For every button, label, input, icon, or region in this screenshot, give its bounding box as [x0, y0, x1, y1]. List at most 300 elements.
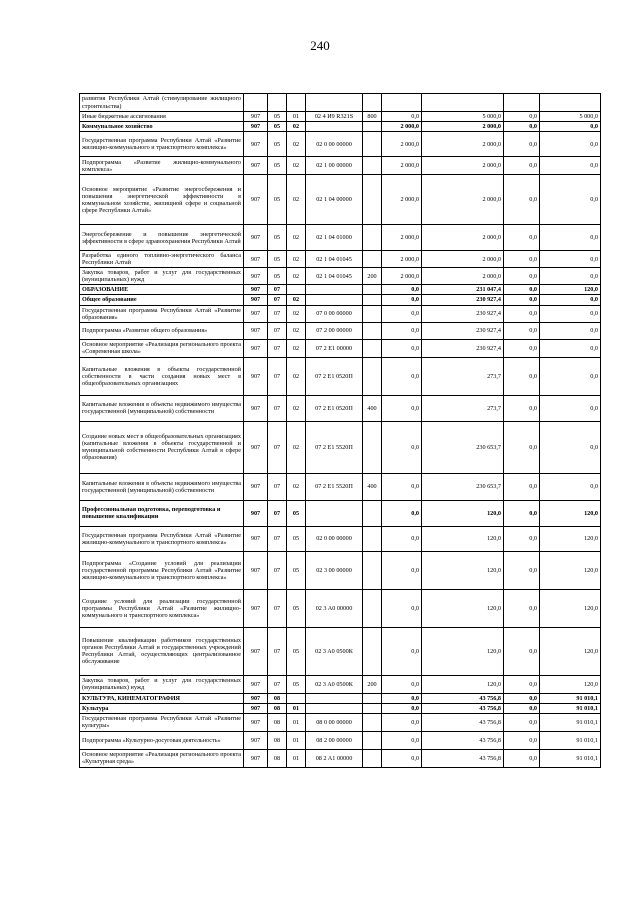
target-article-code	[306, 500, 363, 526]
amount-col-4: 91 010,1	[540, 693, 601, 703]
subsection-code: 05	[287, 500, 306, 526]
section-code	[268, 94, 287, 112]
ministry-code: 907	[244, 132, 268, 157]
ministry-code: 907	[244, 473, 268, 500]
amount-col-1: 2 000,0	[382, 122, 422, 132]
table-row	[80, 285, 601, 295]
ministry-code: 907	[244, 357, 268, 395]
item-name: развития Республики Алтай (стимулирование жилищного строительства)	[80, 94, 244, 112]
amount-col-3: 0,0	[504, 175, 540, 225]
subsection-code: 05	[287, 551, 306, 589]
amount-col-2: 120,0	[422, 675, 504, 693]
amount-col-4: 120,0	[540, 285, 601, 295]
amount-col-3	[504, 94, 540, 112]
target-article-code: 02 3 A0 00000	[306, 589, 363, 627]
amount-col-2: 43 756,8	[422, 713, 504, 731]
amount-col-2: 2 000,0	[422, 225, 504, 251]
section-code: 07	[268, 473, 287, 500]
item-name: Разработка единого топливно-энергетического баланса Республики Алтай	[80, 251, 244, 268]
amount-col-1	[382, 94, 422, 112]
target-article-code: 08 2 A1 00000	[306, 749, 363, 767]
table-row	[80, 322, 601, 339]
target-article-code: 02 0 00 00000	[306, 526, 363, 551]
section-code: 05	[268, 268, 287, 285]
target-article-code: 02 1 04 01045	[306, 251, 363, 268]
subsection-code: 01	[287, 713, 306, 731]
item-name: Создание условий для реализации государственной программы Республики Алтай «Развитие жилищно-коммунального и транспортного комплекса»	[80, 589, 244, 627]
item-name: Общее образование	[80, 295, 244, 305]
target-article-code: 02 3 A0 0500К	[306, 675, 363, 693]
amount-col-4: 0,0	[540, 473, 601, 500]
table-row	[80, 526, 601, 551]
table-row	[80, 339, 601, 357]
expense-type-code	[363, 175, 382, 225]
amount-col-2: 2 000,0	[422, 157, 504, 175]
section-code: 07	[268, 395, 287, 421]
expense-type-code: 400	[363, 473, 382, 500]
section-code: 08	[268, 693, 287, 703]
table-row	[80, 675, 601, 693]
section-code: 07	[268, 357, 287, 395]
amount-col-3: 0,0	[504, 322, 540, 339]
amount-col-1: 0,0	[382, 703, 422, 713]
ministry-code: 907	[244, 589, 268, 627]
amount-col-1: 2 000,0	[382, 225, 422, 251]
amount-col-4: 120,0	[540, 627, 601, 675]
amount-col-3: 0,0	[504, 132, 540, 157]
section-code: 07	[268, 295, 287, 305]
amount-col-2	[422, 94, 504, 112]
amount-col-3: 0,0	[504, 395, 540, 421]
amount-col-4: 120,0	[540, 551, 601, 589]
amount-col-1: 0,0	[382, 693, 422, 703]
amount-col-1: 2 000,0	[382, 175, 422, 225]
item-name: КУЛЬТУРА, КИНЕМАТОГРАФИЯ	[80, 693, 244, 703]
amount-col-3: 0,0	[504, 357, 540, 395]
amount-col-2: 120,0	[422, 551, 504, 589]
item-name: ОБРАЗОВАНИЕ	[80, 285, 244, 295]
ministry-code: 907	[244, 421, 268, 473]
target-article-code	[306, 693, 363, 703]
amount-col-1: 0,0	[382, 322, 422, 339]
item-name: Государственная программа Республики Алтай «Развитие образования»	[80, 305, 244, 322]
ministry-code	[244, 94, 268, 112]
ministry-code: 907	[244, 675, 268, 693]
amount-col-3: 0,0	[504, 268, 540, 285]
amount-col-3: 0,0	[504, 295, 540, 305]
amount-col-1: 0,0	[382, 749, 422, 767]
item-name: Профессиональная подготовка, переподготовка и повышение квалификации	[80, 500, 244, 526]
subsection-code: 05	[287, 627, 306, 675]
subsection-code: 02	[287, 295, 306, 305]
amount-col-3: 0,0	[504, 339, 540, 357]
amount-col-4: 91 010,1	[540, 731, 601, 749]
amount-col-2: 2 000,0	[422, 268, 504, 285]
subsection-code: 01	[287, 703, 306, 713]
amount-col-2: 273,7	[422, 395, 504, 421]
table-row	[80, 731, 601, 749]
section-code: 07	[268, 526, 287, 551]
amount-col-2: 230 653,7	[422, 473, 504, 500]
target-article-code: 08 0 00 00000	[306, 713, 363, 731]
section-code: 07	[268, 421, 287, 473]
expense-type-code	[363, 94, 382, 112]
subsection-code: 02	[287, 357, 306, 395]
amount-col-2: 230 927,4	[422, 339, 504, 357]
amount-col-1: 0,0	[382, 675, 422, 693]
ministry-code: 907	[244, 322, 268, 339]
target-article-code: 07 2 00 00000	[306, 322, 363, 339]
table-row	[80, 551, 601, 589]
ministry-code: 907	[244, 339, 268, 357]
target-article-code: 02 4 И9 R321S	[306, 112, 363, 122]
section-code: 05	[268, 112, 287, 122]
item-name: Коммунальное хозяйство	[80, 122, 244, 132]
table-row	[80, 589, 601, 627]
expense-type-code	[363, 285, 382, 295]
amount-col-1: 2 000,0	[382, 251, 422, 268]
expense-type-code	[363, 693, 382, 703]
amount-col-4: 120,0	[540, 589, 601, 627]
amount-col-2: 230 927,4	[422, 305, 504, 322]
amount-col-2: 2 000,0	[422, 122, 504, 132]
item-name: Государственная программа Республики Алтай «Развитие жилищно-коммунального и транспортного комплекса»	[80, 132, 244, 157]
amount-col-4: 0,0	[540, 268, 601, 285]
item-name: Основное мероприятие «Развитие энергосбережения и повышения энергетической эффективности в коммунальном хозяйстве, жилищной сфере и социальной сфере Республики Алтай»	[80, 175, 244, 225]
amount-col-4: 0,0	[540, 251, 601, 268]
amount-col-4: 0,0	[540, 305, 601, 322]
subsection-code: 02	[287, 132, 306, 157]
table-row	[80, 627, 601, 675]
amount-col-4: 5 000,0	[540, 112, 601, 122]
expense-type-code: 200	[363, 675, 382, 693]
target-article-code: 02 1 04 01000	[306, 225, 363, 251]
target-article-code: 02 1 00 00000	[306, 157, 363, 175]
section-code: 07	[268, 627, 287, 675]
table-row	[80, 421, 601, 473]
subsection-code: 02	[287, 421, 306, 473]
target-article-code: 07 2 E1 0520П	[306, 357, 363, 395]
amount-col-1: 2 000,0	[382, 157, 422, 175]
amount-col-3: 0,0	[504, 693, 540, 703]
amount-col-1: 0,0	[382, 295, 422, 305]
amount-col-1: 0,0	[382, 589, 422, 627]
section-code: 07	[268, 675, 287, 693]
amount-col-1: 0,0	[382, 421, 422, 473]
amount-col-4: 91 010,1	[540, 703, 601, 713]
amount-col-3: 0,0	[504, 305, 540, 322]
amount-col-3: 0,0	[504, 112, 540, 122]
table-row	[80, 395, 601, 421]
amount-col-2: 231 047,4	[422, 285, 504, 295]
subsection-code: 02	[287, 175, 306, 225]
amount-col-1: 0,0	[382, 285, 422, 295]
amount-col-3: 0,0	[504, 713, 540, 731]
section-code: 07	[268, 285, 287, 295]
target-article-code: 02 3 A0 0500К	[306, 627, 363, 675]
amount-col-4: 120,0	[540, 675, 601, 693]
expense-type-code	[363, 749, 382, 767]
expense-type-code	[363, 322, 382, 339]
subsection-code: 01	[287, 749, 306, 767]
amount-col-4: 0,0	[540, 132, 601, 157]
amount-col-4: 91 010,1	[540, 713, 601, 731]
expense-type-code	[363, 132, 382, 157]
ministry-code: 907	[244, 731, 268, 749]
section-code: 08	[268, 703, 287, 713]
ministry-code: 907	[244, 295, 268, 305]
subsection-code	[287, 693, 306, 703]
amount-col-4: 0,0	[540, 122, 601, 132]
target-article-code	[306, 285, 363, 295]
amount-col-2: 230 927,4	[422, 322, 504, 339]
subsection-code: 02	[287, 251, 306, 268]
item-name: Подпрограмма «Создание условий для реализации государственной программы Республики Алтай «Развитие жилищно-коммунального и транспортного комплекса»	[80, 551, 244, 589]
expense-type-code	[363, 122, 382, 132]
target-article-code: 02 0 00 00000	[306, 132, 363, 157]
target-article-code	[306, 703, 363, 713]
ministry-code: 907	[244, 175, 268, 225]
expense-type-code	[363, 357, 382, 395]
amount-col-2: 273,7	[422, 357, 504, 395]
subsection-code: 02	[287, 339, 306, 357]
table-row	[80, 122, 601, 132]
subsection-code: 02	[287, 473, 306, 500]
ministry-code: 907	[244, 713, 268, 731]
amount-col-3: 0,0	[504, 703, 540, 713]
target-article-code	[306, 122, 363, 132]
target-article-code: 07 2 E1 5520П	[306, 421, 363, 473]
item-name: Капитальные вложения в объекты недвижимого имущества государственной (муниципальной) собственности	[80, 395, 244, 421]
item-name: Энергосбережение и повышение энергетической эффективности в сфере здравоохранения Республики Алтай	[80, 225, 244, 251]
section-code: 05	[268, 157, 287, 175]
amount-col-2: 2 000,0	[422, 132, 504, 157]
section-code: 08	[268, 731, 287, 749]
amount-col-1: 0,0	[382, 395, 422, 421]
section-code: 07	[268, 339, 287, 357]
expense-type-code	[363, 589, 382, 627]
amount-col-2: 43 756,8	[422, 693, 504, 703]
table-row	[80, 175, 601, 225]
amount-col-2: 2 000,0	[422, 175, 504, 225]
subsection-code: 02	[287, 395, 306, 421]
amount-col-1: 0,0	[382, 627, 422, 675]
expense-type-code	[363, 551, 382, 589]
target-article-code	[306, 295, 363, 305]
subsection-code: 02	[287, 322, 306, 339]
table-row	[80, 713, 601, 731]
item-name: Капитальные вложения в объекты недвижимого имущества государственной (муниципальной) собственности	[80, 473, 244, 500]
section-code: 07	[268, 500, 287, 526]
expense-type-code	[363, 526, 382, 551]
amount-col-1: 0,0	[382, 713, 422, 731]
table-row	[80, 749, 601, 767]
subsection-code: 02	[287, 305, 306, 322]
amount-col-2: 230 927,4	[422, 295, 504, 305]
amount-col-1: 2 000,0	[382, 132, 422, 157]
section-code: 07	[268, 305, 287, 322]
amount-col-1: 0,0	[382, 339, 422, 357]
section-code: 05	[268, 175, 287, 225]
target-article-code: 07 2 E1 5520П	[306, 473, 363, 500]
amount-col-3: 0,0	[504, 122, 540, 132]
section-code: 07	[268, 551, 287, 589]
item-name: Подпрограмма «Развитие общего образования»	[80, 322, 244, 339]
amount-col-2: 43 756,8	[422, 703, 504, 713]
subsection-code: 05	[287, 675, 306, 693]
amount-col-1: 0,0	[382, 551, 422, 589]
amount-col-3: 0,0	[504, 749, 540, 767]
amount-col-2: 43 756,8	[422, 749, 504, 767]
table-row	[80, 693, 601, 703]
table-row	[80, 305, 601, 322]
target-article-code: 07 0 00 00000	[306, 305, 363, 322]
amount-col-4: 0,0	[540, 175, 601, 225]
subsection-code: 05	[287, 589, 306, 627]
table-row	[80, 295, 601, 305]
item-name: Основное мероприятие «Реализация регионального проекта «Современная школа»	[80, 339, 244, 357]
amount-col-4: 0,0	[540, 357, 601, 395]
amount-col-1: 0,0	[382, 473, 422, 500]
amount-col-4: 0,0	[540, 339, 601, 357]
ministry-code: 907	[244, 627, 268, 675]
table-row	[80, 251, 601, 268]
item-name: Закупка товаров, работ и услуг для государственных (муниципальных) нужд	[80, 268, 244, 285]
expense-type-code	[363, 305, 382, 322]
amount-col-3: 0,0	[504, 526, 540, 551]
ministry-code: 907	[244, 251, 268, 268]
section-code: 05	[268, 225, 287, 251]
table-row	[80, 500, 601, 526]
item-name: Культура	[80, 703, 244, 713]
amount-col-4: 0,0	[540, 322, 601, 339]
subsection-code: 02	[287, 268, 306, 285]
amount-col-3: 0,0	[504, 500, 540, 526]
expense-type-code: 800	[363, 112, 382, 122]
section-code: 08	[268, 749, 287, 767]
amount-col-3: 0,0	[504, 225, 540, 251]
amount-col-3: 0,0	[504, 285, 540, 295]
subsection-code: 05	[287, 526, 306, 551]
section-code: 05	[268, 251, 287, 268]
ministry-code: 907	[244, 703, 268, 713]
ministry-code: 907	[244, 112, 268, 122]
table-row	[80, 268, 601, 285]
amount-col-4: 120,0	[540, 500, 601, 526]
section-code: 07	[268, 589, 287, 627]
amount-col-1: 0,0	[382, 305, 422, 322]
expense-type-code: 200	[363, 268, 382, 285]
amount-col-4	[540, 94, 601, 112]
ministry-code: 907	[244, 395, 268, 421]
section-code: 07	[268, 322, 287, 339]
target-article-code: 02 1 04 00000	[306, 175, 363, 225]
amount-col-4: 0,0	[540, 225, 601, 251]
ministry-code: 907	[244, 285, 268, 295]
amount-col-4: 0,0	[540, 295, 601, 305]
amount-col-3: 0,0	[504, 627, 540, 675]
target-article-code: 07 2 E1 0520П	[306, 395, 363, 421]
amount-col-1: 0,0	[382, 526, 422, 551]
item-name: Государственная программа Республики Алтай «Развитие культуры»	[80, 713, 244, 731]
ministry-code: 907	[244, 268, 268, 285]
target-article-code: 07 2 E1 00000	[306, 339, 363, 357]
item-name: Подпрограмма «Культурно-досуговая деятельность»	[80, 731, 244, 749]
amount-col-4: 120,0	[540, 526, 601, 551]
table-row	[80, 94, 601, 112]
amount-col-3: 0,0	[504, 421, 540, 473]
item-name: Подпрограмма «Развитие жилищно-коммунального комплекса»	[80, 157, 244, 175]
ministry-code: 907	[244, 122, 268, 132]
subsection-code: 02	[287, 157, 306, 175]
expense-type-code	[363, 713, 382, 731]
item-name: Повышение квалификации работников государственных органов Республики Алтай и государственных учреждений Республики Алтай, осуществляющих централизованное обслуживание	[80, 627, 244, 675]
ministry-code: 907	[244, 551, 268, 589]
budget-table	[79, 93, 601, 768]
subsection-code: 01	[287, 112, 306, 122]
amount-col-4: 0,0	[540, 395, 601, 421]
item-name: Создание новых мест в общеобразовательных организациях (капитальные вложения в объекты государственной и муниципальной собственности Республики Алтай в сфере образования)	[80, 421, 244, 473]
subsection-code	[287, 94, 306, 112]
table-row	[80, 357, 601, 395]
amount-col-2: 120,0	[422, 627, 504, 675]
expense-type-code	[363, 421, 382, 473]
expense-type-code	[363, 157, 382, 175]
ministry-code: 907	[244, 225, 268, 251]
item-name: Капитальные вложения в объекты государственной собственности в части создания новых мест в общеобразовательных организациях	[80, 357, 244, 395]
subsection-code: 01	[287, 731, 306, 749]
ministry-code: 907	[244, 749, 268, 767]
amount-col-4: 0,0	[540, 157, 601, 175]
amount-col-3: 0,0	[504, 157, 540, 175]
amount-col-2: 5 000,0	[422, 112, 504, 122]
ministry-code: 907	[244, 157, 268, 175]
expense-type-code	[363, 500, 382, 526]
expense-type-code	[363, 703, 382, 713]
page-number: 240	[310, 38, 330, 53]
amount-col-1: 0,0	[382, 112, 422, 122]
amount-col-3: 0,0	[504, 551, 540, 589]
item-name: Основное мероприятие «Реализация регионального проекта «Культурная среда»	[80, 749, 244, 767]
amount-col-1: 0,0	[382, 731, 422, 749]
ministry-code: 907	[244, 526, 268, 551]
amount-col-3: 0,0	[504, 675, 540, 693]
table-row	[80, 473, 601, 500]
table-row	[80, 112, 601, 122]
amount-col-1: 0,0	[382, 500, 422, 526]
ministry-code: 907	[244, 500, 268, 526]
item-name: Иные бюджетные ассигнования	[80, 112, 244, 122]
table-row	[80, 132, 601, 157]
amount-col-2: 2 000,0	[422, 251, 504, 268]
item-name: Государственная программа Республики Алтай «Развитие жилищно-коммунального и транспортного комплекса»	[80, 526, 244, 551]
expense-type-code: 400	[363, 395, 382, 421]
expense-type-code	[363, 295, 382, 305]
target-article-code: 08 2 00 00000	[306, 731, 363, 749]
expense-type-code	[363, 627, 382, 675]
expense-type-code	[363, 731, 382, 749]
amount-col-2: 120,0	[422, 500, 504, 526]
amount-col-3: 0,0	[504, 589, 540, 627]
expense-type-code	[363, 225, 382, 251]
section-code: 08	[268, 713, 287, 731]
expense-type-code	[363, 251, 382, 268]
table-row	[80, 703, 601, 713]
amount-col-1: 2 000,0	[382, 268, 422, 285]
table-row	[80, 157, 601, 175]
amount-col-3: 0,0	[504, 731, 540, 749]
target-article-code	[306, 94, 363, 112]
